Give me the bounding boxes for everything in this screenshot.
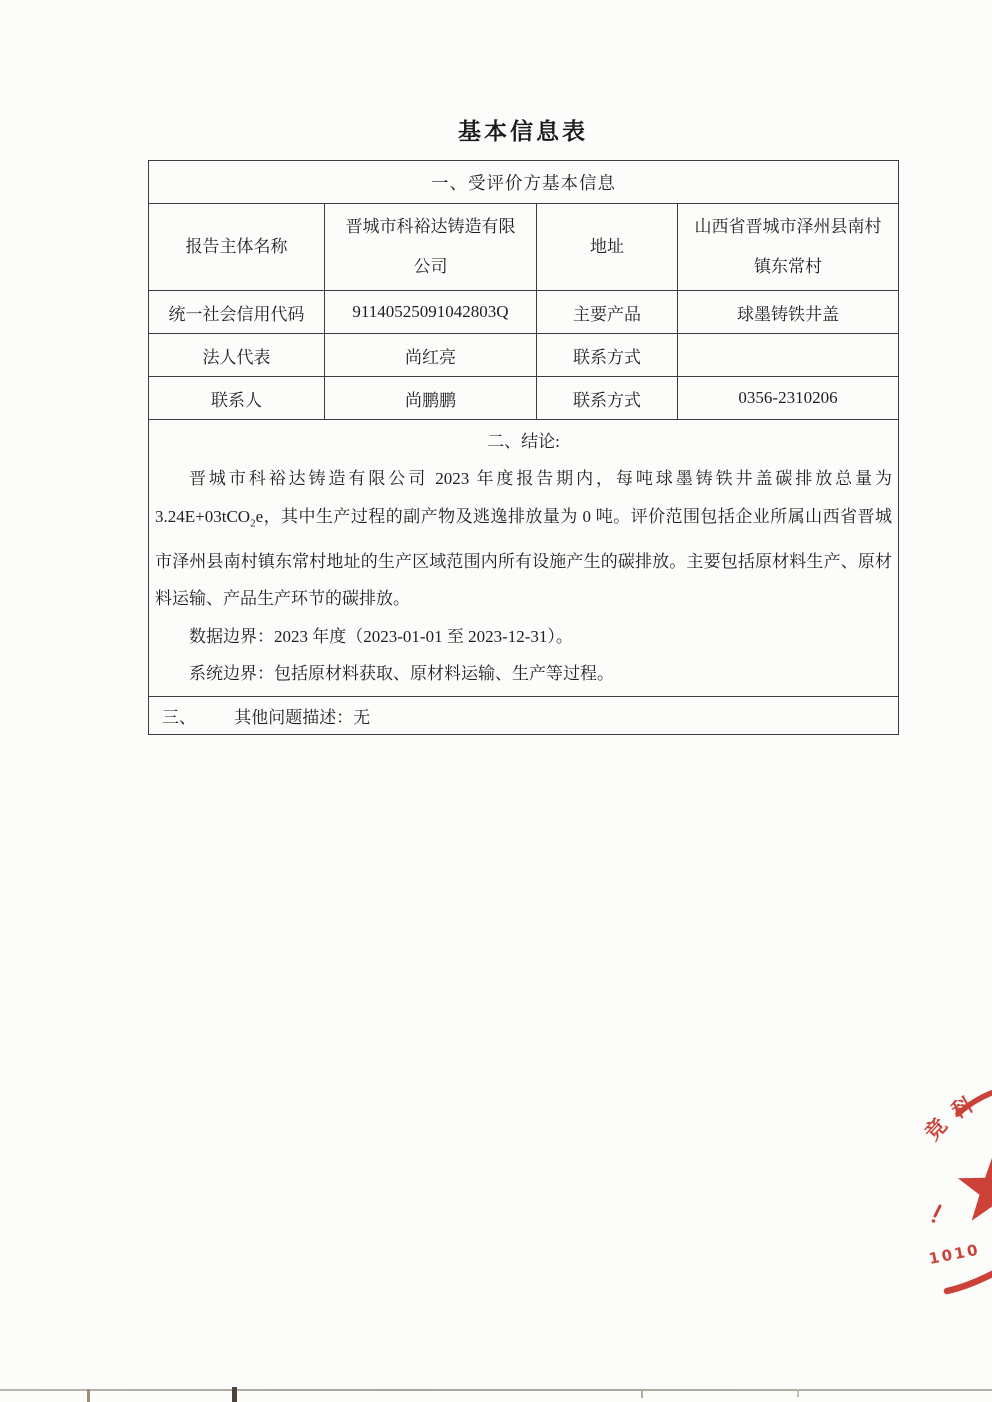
red-seal-stamp-icon bbox=[918, 1078, 992, 1303]
cell-contact-method2-value: 0356-2310206 bbox=[678, 377, 899, 420]
scan-mark bbox=[232, 1387, 237, 1402]
scan-mark bbox=[797, 1389, 799, 1397]
stamp-char-1: 竞 bbox=[919, 1113, 952, 1146]
cell-address-label: 地址 bbox=[537, 204, 678, 291]
cell-report-subject-value: 晋城市科裕达铸造有限公司 bbox=[325, 204, 537, 291]
cell-contact-method2-label: 联系方式 bbox=[537, 377, 678, 420]
stamp-digits: 1010 bbox=[927, 1240, 982, 1268]
cell-credit-code-value: 91140525091042803Q bbox=[325, 291, 537, 334]
section1-header-row bbox=[149, 161, 899, 204]
system-boundary-line: 系统边界：包括原材料获取、原材料运输、生产等过程。 bbox=[189, 664, 614, 684]
conclusion-heading: 二、结论: bbox=[487, 432, 560, 452]
cell-contact-method1-label: 联系方式 bbox=[537, 334, 678, 377]
conclusion-paragraph bbox=[155, 460, 892, 617]
emission-subscript: 2 bbox=[250, 517, 256, 530]
section1-title: 一、受评价方基本信息 bbox=[149, 161, 899, 204]
scan-mark bbox=[87, 1389, 90, 1402]
table-row bbox=[149, 377, 899, 420]
table-row bbox=[149, 204, 899, 291]
cell-main-product-value: 球墨铸铁井盖 bbox=[678, 291, 899, 334]
conclusion-cell bbox=[149, 420, 899, 697]
stamp-star-icon bbox=[958, 1152, 992, 1221]
cell-legal-rep-label: 法人代表 bbox=[149, 334, 325, 377]
other-issues-prefix: 三、 bbox=[162, 708, 196, 727]
cell-credit-code-label: 统一社会信用代码 bbox=[149, 291, 325, 334]
basic-info-table bbox=[148, 160, 899, 735]
table-row bbox=[149, 334, 899, 377]
cell-address-value: 山西省晋城市泽州县南村镇东常村 bbox=[678, 204, 899, 291]
page-title: 基本信息表 bbox=[458, 119, 588, 144]
data-boundary-line: 数据边界：2023 年度（2023-01-01 至 2023-12-31）。 bbox=[189, 626, 573, 646]
other-issues-row bbox=[149, 697, 899, 735]
conclusion-text-rest: e，其中生产过程的副产物及逃逸排放量为 0 吨。评价范围包括企业所属山西省晋城市泽州县南村镇东常村地址的生产区域范围内所有设施产生的碳排放。主要包括原材料生产、原材料运输、产品生产环节的碳排放。 bbox=[155, 506, 892, 609]
cell-legal-rep-value: 尚红亮 bbox=[325, 334, 537, 377]
scan-mark bbox=[641, 1389, 643, 1398]
cell-report-subject-label: 报告主体名称 bbox=[149, 204, 325, 291]
stamp-char-2: 科 bbox=[947, 1092, 978, 1124]
emission-value: 3.24E+03tCO bbox=[155, 506, 251, 526]
conclusion-text-lead: 晋城市科裕达铸造有限公司 2023 年度报告期内，每吨球墨铸铁井盖碳排放总量为 bbox=[189, 469, 892, 489]
cell-contact-person-label: 联系人 bbox=[149, 377, 325, 420]
other-issues-cell bbox=[149, 697, 899, 735]
cell-main-product-label: 主要产品 bbox=[537, 291, 678, 334]
scan-edge-line bbox=[0, 1389, 992, 1391]
table-row bbox=[149, 291, 899, 334]
cell-contact-method1-value bbox=[678, 334, 899, 377]
cell-contact-person-value: 尚鹏鹏 bbox=[325, 377, 537, 420]
other-issues-text: 其他问题描述：无 bbox=[234, 708, 371, 727]
conclusion-row bbox=[149, 420, 899, 697]
